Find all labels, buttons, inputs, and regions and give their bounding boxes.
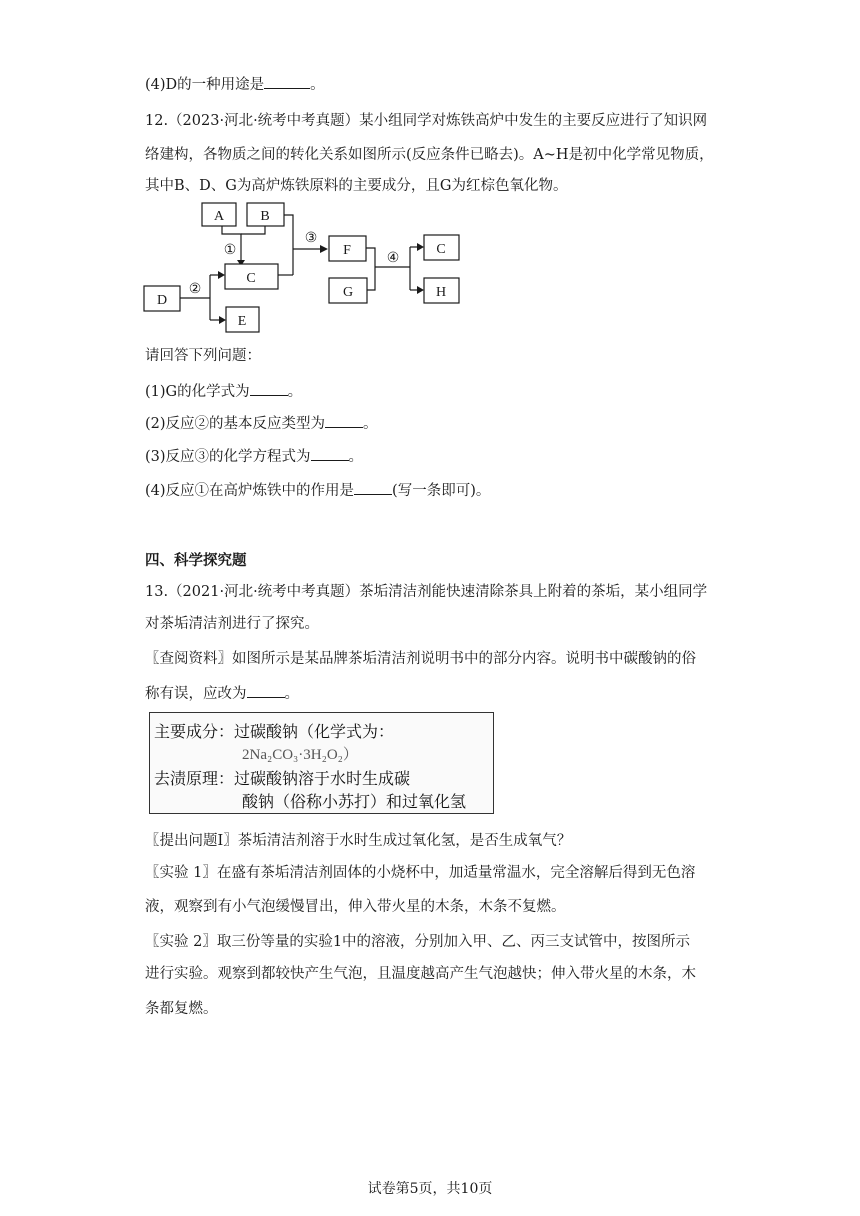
q13-exp2-line1: 〖实验 2〗取三份等量的实验1中的溶液，分别加入甲、乙、丙三支试管中，按图所示: [145, 934, 691, 950]
q12-intro-line3: 其中B、D、G为高炉炼铁原料的主要成分，且G为红棕色氧化物。: [145, 178, 568, 194]
q12-part2: (2)反应②的基本反应类型为 。: [145, 413, 378, 434]
label-line4: 酸钠（俗称小苏打）和过氧化氢: [242, 792, 467, 811]
q13-exp1-line2: 液，观察到有小气泡缓慢冒出，伸入带火星的木条，木条不复燃。: [145, 899, 566, 915]
label-line3: 去渍原理：过碳酸钠溶于水时生成碳: [154, 769, 411, 788]
label-formula: 2Na₂CO₃·3H₂O₂）: [242, 747, 358, 763]
reaction-3-label: ③: [304, 231, 318, 246]
diagram-wires: [180, 215, 418, 320]
node-b-label: B: [260, 209, 270, 224]
answer-blank: [311, 446, 349, 461]
answer-blank: [325, 413, 363, 428]
product-label-image: [149, 712, 494, 814]
q11-part4: (4)D的一种用途是 。: [145, 74, 325, 95]
node-g-label: G: [342, 285, 354, 300]
q13-exp2-line3: 条都复燃。: [145, 1001, 218, 1017]
q12-prompt: 请回答下列问题：: [145, 348, 261, 364]
page-footer: 试卷第5页，共10页: [367, 1181, 493, 1197]
q13-ref-line1: 〖查阅资料〗如图所示是某品牌茶垢清洁剂说明书中的部分内容。说明书中碳酸钠的俗: [145, 651, 696, 667]
answer-blank: [247, 683, 285, 698]
node-f-label: F: [343, 243, 351, 258]
reaction-4-label: ④: [386, 251, 400, 266]
section-heading: 四、科学探究题: [145, 552, 247, 569]
node-e-label: E: [237, 314, 247, 329]
q13-question1: 〖提出问题I〗茶垢清洁剂溶于水时生成过氧化氢，是否生成氧气？: [145, 833, 572, 849]
reaction-2-label: ②: [188, 282, 202, 297]
q12-part3: (3)反应③的化学方程式为 。: [145, 446, 363, 467]
q13-intro-line2: 对茶垢清洁剂进行了探究。: [145, 616, 319, 632]
node-d-label: D: [156, 293, 168, 308]
q13-ref-line2: 称有误，应改为 。: [145, 683, 299, 704]
q12-intro-line2: 络建构，各物质之间的转化关系如图所示(反应条件已略去)。A~H是初中化学常见物质，: [145, 147, 714, 163]
q12-part4: (4)反应①在高炉炼铁中的作用是 (写一条即可)。: [145, 480, 490, 501]
answer-blank: [264, 74, 310, 89]
label-line1: 主要成分：过碳酸钠（化学式为：: [154, 722, 395, 741]
q12-part1: (1)G的化学式为 。: [145, 381, 302, 402]
q13-exp1-line1: 〖实验 1〗在盛有茶垢清洁剂固体的小烧杯中，加适量常温水，完全溶解后得到无色溶: [145, 865, 696, 881]
node-a-label: A: [213, 209, 225, 224]
q13-intro-line1: 13.（2021·河北·统考中考真题）茶垢清洁剂能快速清除茶具上附着的茶垢，某小组同学: [145, 584, 708, 600]
answer-blank: [354, 480, 392, 495]
node-h-label: H: [435, 285, 447, 300]
node-c-label: C: [246, 271, 256, 286]
reaction-1-label: ①: [223, 243, 237, 258]
answer-blank: [250, 381, 288, 396]
q13-exp2-line2: 进行实验。观察到都较快产生气泡，且温度越高产生气泡越快；伸入带火星的木条，木: [145, 966, 696, 982]
node-c2-label: C: [436, 242, 446, 257]
reaction-network-diagram: [140, 196, 500, 341]
q12-intro-line1: 12.（2023·河北·统考中考真题）某小组同学对炼铁高炉中发生的主要反应进行了知识网: [145, 113, 708, 129]
